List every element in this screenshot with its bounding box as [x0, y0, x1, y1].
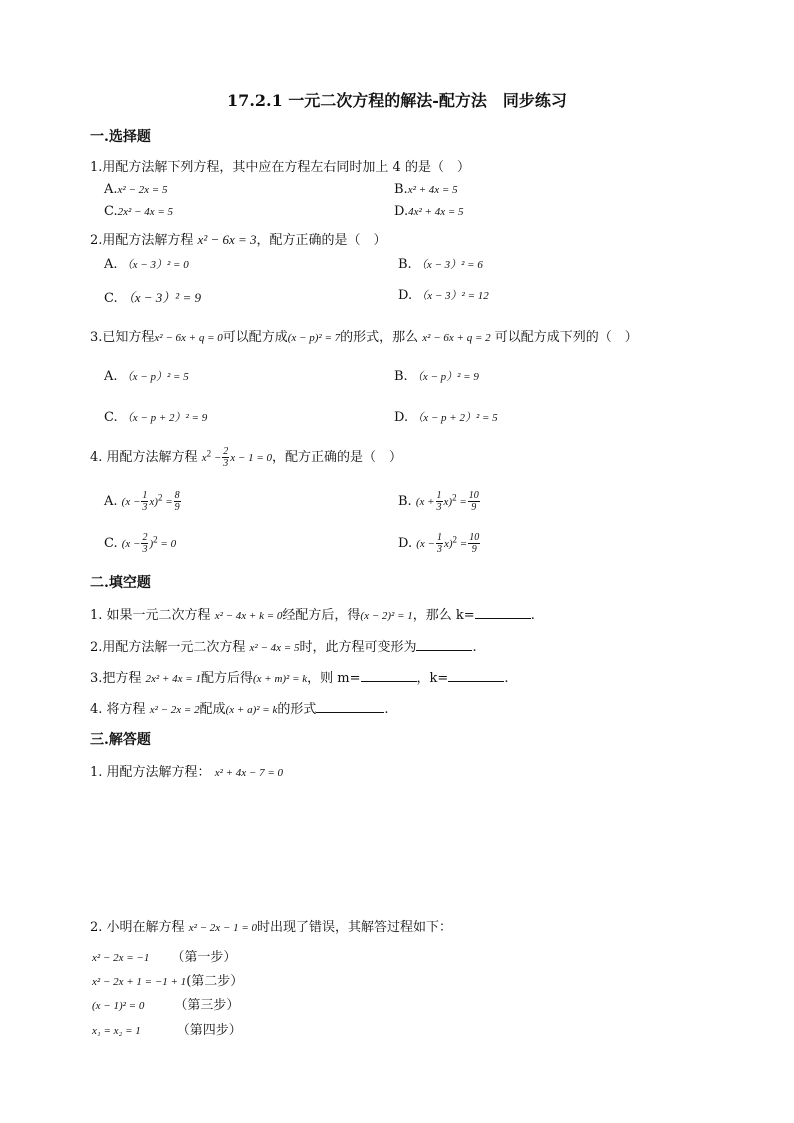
q1-option-b: B.x² + 4x = 5: [394, 182, 458, 197]
solve-1: 1. 用配方法解方程： x² + 4x − 7 = 0: [90, 765, 284, 780]
section-heading-fill: 二.填空题: [90, 575, 151, 591]
fill-1: 1. 如果一元二次方程 x² − 4x + k = 0经配方后，得(x − 2)² = 1，那么 k= .: [90, 608, 535, 623]
solve-2-step-1: x² − 2x = −1 （第一步）: [92, 950, 237, 965]
q4-option-b: B. (x + $\frac{1}{3}$ x)$^2$ = $\frac{10}{9}$: [398, 490, 479, 513]
fill-4: 4. 将方程 x² − 2x = 2配成(x + a)² = k的形式 .: [90, 702, 389, 717]
q3-option-d: D. （x − p + 2）² = 5: [394, 410, 498, 425]
q2-option-a: A. （x − 3）² = 0: [104, 257, 189, 272]
q1-option-c: C.2x² − 4x = 5: [104, 204, 174, 219]
fill-2: 2.用配方法解一元二次方程 x² − 4x = 5时，此方程可变形为 .: [90, 640, 477, 655]
q1-option-a: A.x² − 2x = 5: [104, 182, 168, 197]
q2-option-b: B. （x − 3）² = 6: [398, 257, 483, 272]
solve-2-step-4: x₁ = x₂ = 1 （第四步）: [92, 1023, 242, 1038]
solve-2-step-2: x² − 2x + 1 = −1 + 1(第二步）: [92, 974, 244, 989]
q3-stem: 3.已知方程x² − 6x + q = 0可以配方成(x − p)² = 7的形式，那么 x² − 6x + q = 2 可以配方成下列的（ ）: [90, 330, 638, 345]
q1-option-d: D.4x² + 4x = 5: [394, 204, 464, 219]
q2-stem: 2.用配方法解方程 x² − 6x = 3，配方正确的是（ ）: [90, 232, 387, 248]
q4-option-d: D. (x − $\frac{1}{3}$ x)$^2$ = $\frac{10}{9}$: [398, 532, 480, 555]
page-title: 17.2.1 一元二次方程的解法-配方法 同步练习: [227, 91, 567, 110]
q4-option-c: C. (x − $\frac{2}{3}$ )$^2$ = 0: [104, 532, 177, 555]
q4-option-a: A. (x − $\frac{1}{3}$ x)$^2$ = $\frac{8}{9}$: [104, 490, 180, 513]
q1-stem: 1.用配方法解下列方程，其中应在方程左右同时加上 4 的是（ ）: [90, 160, 470, 175]
q3-option-c: C. （x − p + 2）² = 9: [104, 410, 208, 425]
q4-stem: 4. 用配方法解方程 $x^2$ − $\frac{2}{3}$ x − 1 = 0，配方正确的是（ ）: [90, 446, 403, 469]
q3-option-b: B. （x − p）² = 9: [394, 369, 479, 384]
q2-option-d: D. （x − 3）² = 12: [398, 288, 489, 303]
q3-option-a: A. （x − p）² = 5: [104, 369, 189, 384]
solve-2-stem: 2. 小明在解方程 x² − 2x − 1 = 0时出现了错误，其解答过程如下：: [90, 920, 453, 935]
fill-3: 3.把方程 2x² + 4x = 1配方后得(x + m)² = k，则 m= ，k= .: [90, 671, 509, 686]
section-heading-solve: 三.解答题: [90, 732, 151, 748]
solve-2-step-3: (x − 1)² = 0 （第三步）: [92, 998, 240, 1013]
section-heading-choice: 一.选择题: [90, 129, 151, 145]
q2-option-c: C. （x − 3）² = 9: [104, 290, 201, 306]
